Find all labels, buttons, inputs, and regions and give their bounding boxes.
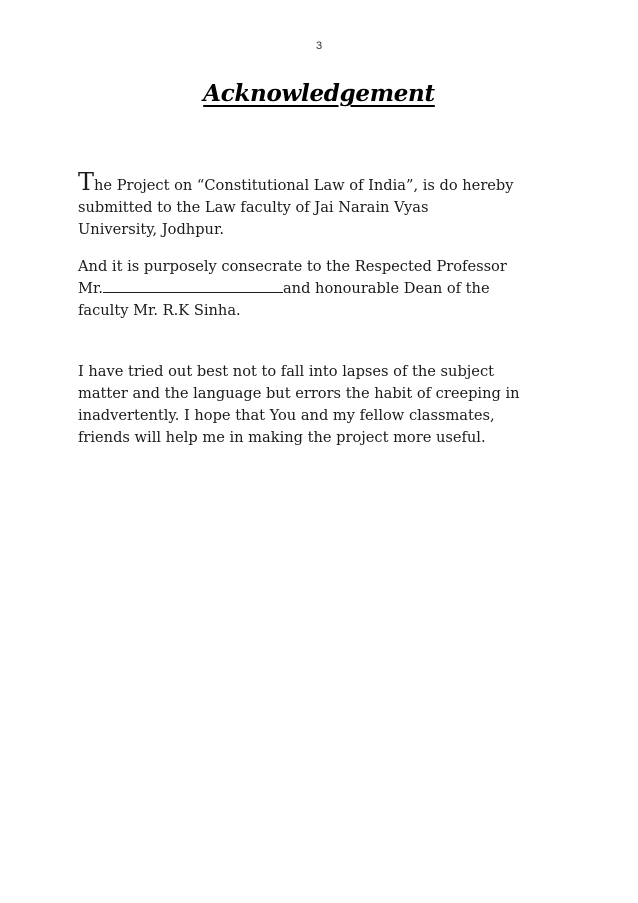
paragraph-line: submitted to the Law faculty of Jai Narain Vyas — [78, 199, 429, 216]
paragraph-line: matter and the language but errors the habit of creeping in — [78, 385, 520, 402]
paragraph-line: and honourable Dean of the — [282, 280, 490, 297]
paragraph-line: friends will help me in making the project more useful. — [78, 429, 486, 446]
professor-name-blank — [103, 278, 283, 293]
page-number: 3 — [315, 40, 323, 52]
paragraph-line: he Project on “Constitutional Law of India”, is do hereby — [94, 177, 514, 194]
paragraph-line: And it is purposely consecrate to the Respected Professor — [78, 258, 507, 275]
paragraph-apology — [78, 361, 568, 449]
drop-cap-letter: T — [78, 168, 95, 196]
page-title: Acknowledgement — [203, 80, 435, 107]
professor-prefix: Mr. — [78, 280, 103, 297]
paragraph-submission — [78, 168, 568, 241]
paragraph-line: faculty Mr. R.K Sinha. — [78, 302, 241, 319]
paragraph-dedication — [78, 256, 568, 322]
paragraph-line: inadvertently. I hope that You and my fellow classmates, — [78, 407, 495, 424]
paragraph-line: University, Jodhpur. — [78, 221, 224, 238]
paragraph-line: I have tried out best not to fall into lapses of the subject — [78, 363, 494, 380]
